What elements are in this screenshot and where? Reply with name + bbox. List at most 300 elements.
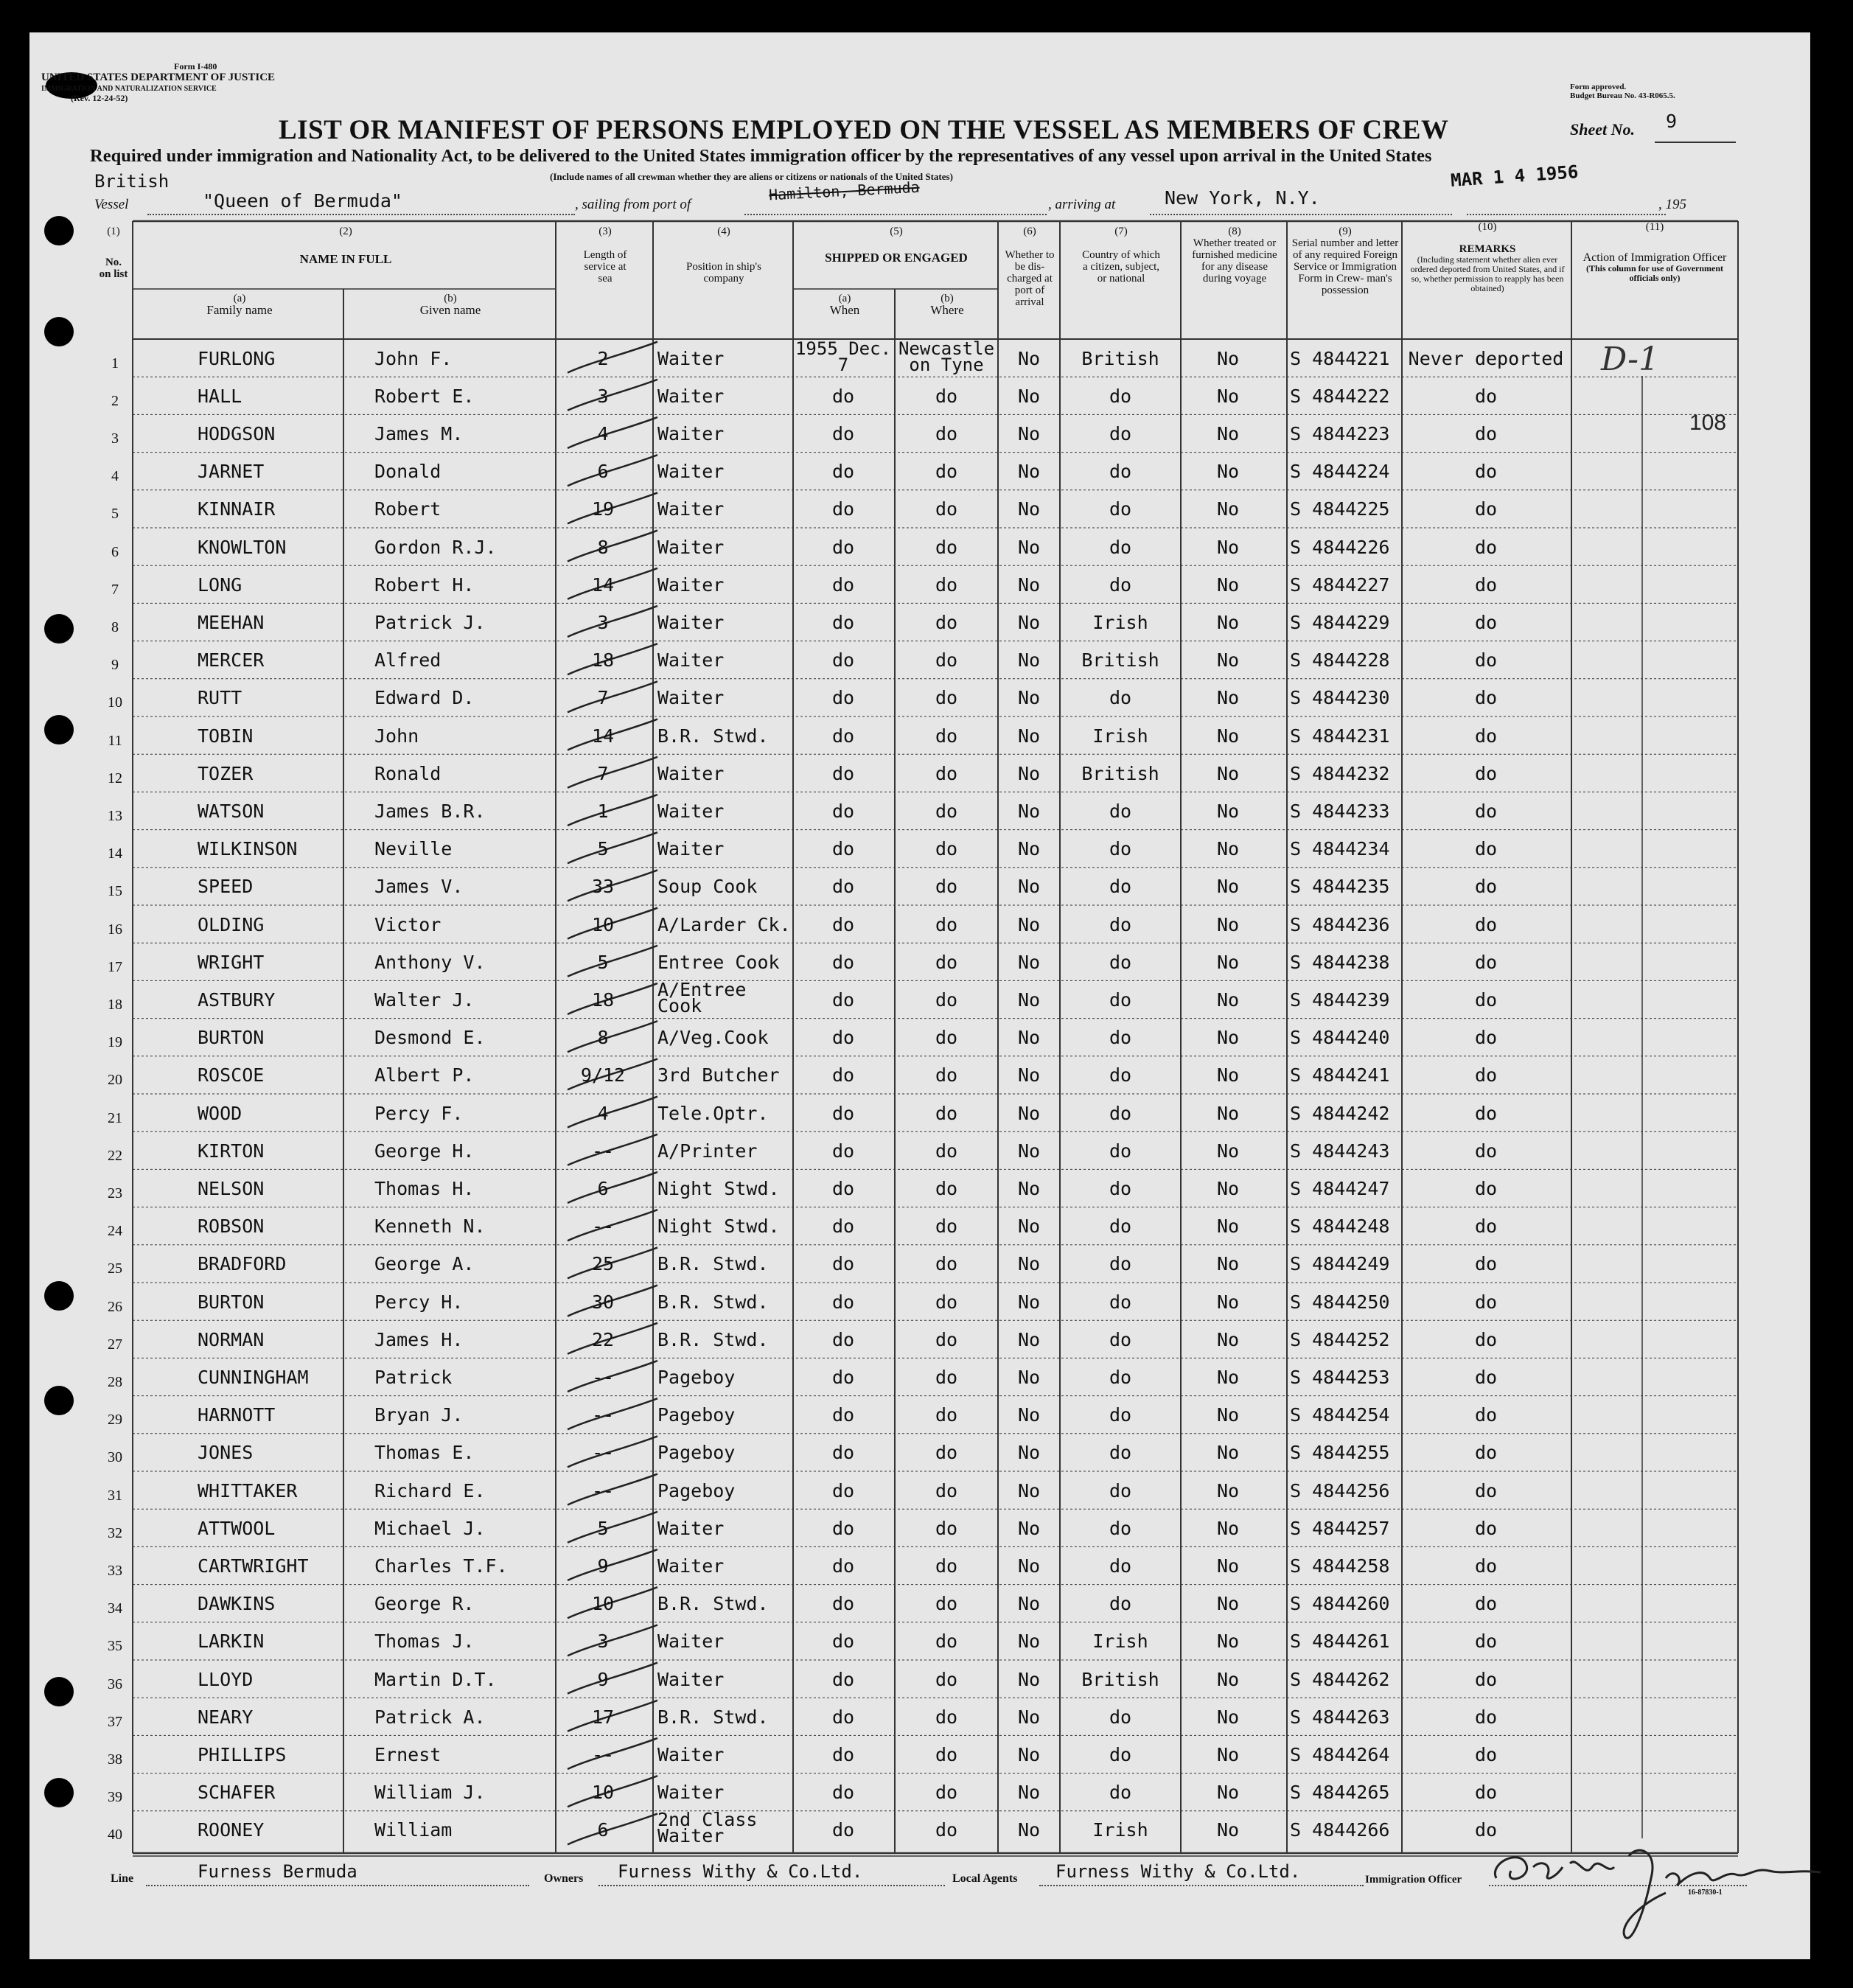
position-cell: Waiter	[657, 385, 725, 407]
shipped-where-cell: do	[935, 1555, 958, 1577]
col-when-num: (a)	[838, 293, 851, 304]
given-name-cell: George R.	[374, 1593, 475, 1615]
serial-cell: S 4844241	[1290, 1064, 1390, 1087]
country-cell: do	[1109, 1404, 1132, 1426]
check-stroke	[568, 681, 657, 712]
row-number: 12	[108, 770, 122, 787]
sheet-number: 9	[1666, 111, 1678, 132]
serial-cell: S 4844226	[1290, 536, 1390, 558]
position-cell: B.R. Stwd.	[657, 1328, 769, 1350]
col-action-label: Action of Immigration Officer	[1582, 251, 1727, 264]
country-cell: do	[1109, 1027, 1132, 1049]
shipped-where-cell: do	[935, 1819, 958, 1841]
given-name-cell: Thomas E.	[374, 1442, 475, 1464]
country-cell: British	[1081, 1668, 1159, 1690]
vessel-label: Vessel	[94, 197, 129, 212]
col-name-num: (2)	[339, 226, 352, 237]
row-number: 19	[108, 1034, 122, 1051]
position-cell: Pageboy	[657, 1404, 736, 1426]
family-name-cell: LONG	[198, 573, 242, 596]
row-number: 10	[108, 694, 122, 711]
shipped-when-cell: do	[831, 385, 855, 407]
country-cell: do	[1109, 1744, 1132, 1765]
family-name-cell: WRIGHT	[198, 951, 265, 973]
family-name-cell: LLOYD	[198, 1668, 254, 1690]
given-name-cell: Bryan J.	[374, 1404, 464, 1426]
country-cell: do	[1109, 989, 1132, 1011]
col-when-header	[795, 293, 895, 316]
treated-cell: No	[1216, 1706, 1240, 1728]
shipped-where-cell: do	[935, 838, 958, 860]
col-treated-header	[1182, 226, 1287, 285]
shipped-when-cell: do	[831, 1291, 855, 1313]
shipped-where-cell: do	[935, 1064, 958, 1087]
service-length-cell: 9/12	[580, 1064, 626, 1087]
family-name-cell: LARKIN	[198, 1630, 265, 1653]
serial-cell: S 4844258	[1290, 1555, 1390, 1577]
row-number: 29	[108, 1412, 122, 1429]
serial-cell: S 4844260	[1290, 1593, 1390, 1615]
service-length-cell: 6	[597, 1819, 609, 1841]
check-stroke	[568, 606, 657, 637]
discharged-cell: No	[1017, 687, 1041, 709]
department-name: UNITED STATES DEPARTMENT OF JUSTICE	[41, 72, 276, 83]
year-label: , 195	[1658, 197, 1686, 212]
service-length-cell: --	[591, 1216, 615, 1238]
service-length-cell: 10	[591, 1782, 615, 1804]
col-given-label: Given name	[419, 303, 481, 317]
remarks-cell: do	[1474, 498, 1498, 520]
country-cell: do	[1109, 1442, 1132, 1464]
shipped-where-cell: do	[935, 1782, 958, 1804]
given-name-cell: Charles T.F.	[374, 1555, 508, 1577]
discharged-cell: No	[1017, 1404, 1041, 1426]
country-cell: do	[1109, 838, 1132, 860]
country-cell: British	[1081, 649, 1159, 672]
col-when-label: When	[829, 303, 860, 317]
serial-cell: S 4844253	[1290, 1367, 1390, 1388]
treated-cell: No	[1216, 1442, 1240, 1464]
country-cell: Irish	[1092, 1819, 1148, 1841]
remarks-cell: do	[1474, 1479, 1498, 1502]
country-cell: do	[1109, 687, 1132, 709]
position-cell: Tele.Optr.	[657, 1102, 769, 1124]
col-name-label: NAME IN FULL	[299, 252, 392, 266]
serial-cell: S 4844227	[1290, 573, 1390, 596]
remarks-cell: do	[1474, 1291, 1498, 1313]
treated-cell: No	[1216, 913, 1240, 935]
shipped-when-cell: do	[831, 1140, 855, 1162]
check-stroke	[568, 455, 657, 486]
row-number: 25	[108, 1260, 122, 1277]
position-cell: 3rd Butcher	[657, 1064, 780, 1087]
treated-cell: No	[1216, 1630, 1240, 1653]
treated-cell: No	[1216, 1216, 1240, 1238]
remarks-cell: do	[1474, 838, 1498, 860]
given-name-cell: Donald	[374, 461, 442, 483]
position-cell: Night Stwd.	[657, 1216, 780, 1238]
col-discharged-header	[999, 226, 1060, 308]
given-name-cell: Thomas J.	[374, 1630, 475, 1653]
shipped-when-cell: do	[831, 876, 855, 898]
check-stroke	[568, 1021, 657, 1052]
shipped-where-cell: do	[935, 1291, 958, 1313]
shipped-where-cell: do	[935, 1328, 958, 1350]
country-cell: do	[1109, 1178, 1132, 1199]
row-number: 6	[111, 543, 119, 560]
country-cell: do	[1109, 1140, 1132, 1162]
treated-cell: No	[1216, 1064, 1240, 1087]
shipped-when-cell: do	[831, 1782, 855, 1804]
col-shipped-label: SHIPPED OR ENGAGED	[825, 251, 968, 265]
row-number: 1	[111, 355, 119, 372]
service-length-cell: 22	[591, 1328, 615, 1350]
form-number: Form I-480	[174, 61, 217, 72]
service-length-cell: 1	[597, 801, 609, 822]
position-cell: Waiter	[657, 1630, 725, 1653]
row-number: 15	[108, 883, 122, 900]
col-serial-num: (9)	[1339, 226, 1352, 237]
row-number: 35	[108, 1638, 122, 1655]
shipped-where-cell: do	[935, 1517, 958, 1539]
discharged-cell: No	[1017, 913, 1041, 935]
check-stroke	[568, 946, 657, 977]
row-number: 18	[108, 997, 122, 1013]
service-length-cell: 7	[597, 762, 609, 784]
arrival-port: New York, N.Y.	[1165, 187, 1320, 209]
given-name-cell: Patrick	[374, 1367, 453, 1388]
serial-cell: S 4844240	[1290, 1027, 1390, 1049]
check-stroke	[568, 1663, 657, 1694]
shipped-when-cell: do	[831, 951, 855, 973]
form-approved: Form approved.	[1570, 83, 1627, 91]
shipped-when-cell: do	[831, 423, 855, 444]
row-number: 34	[108, 1600, 122, 1617]
treated-cell: No	[1216, 1819, 1240, 1841]
given-name-cell: Neville	[374, 838, 453, 860]
remarks-cell: do	[1474, 913, 1498, 935]
given-name-cell: Walter J.	[374, 989, 475, 1011]
row-number: 2	[111, 392, 119, 409]
shipped-when-cell: do	[831, 461, 855, 483]
service-length-cell: 19	[591, 498, 615, 520]
check-stroke	[568, 342, 657, 373]
col-discharged-num: (6)	[1023, 226, 1036, 237]
remarks-cell: do	[1474, 1064, 1498, 1087]
discharged-cell: No	[1017, 461, 1041, 483]
position-cell: B.R. Stwd.	[657, 1706, 769, 1728]
country-cell: do	[1109, 1064, 1132, 1087]
col-action-num: (11)	[1645, 221, 1664, 233]
discharged-cell: No	[1017, 762, 1041, 784]
family-name-cell: DAWKINS	[198, 1593, 276, 1615]
treated-cell: No	[1216, 1367, 1240, 1388]
shipped-when-cell: do	[831, 762, 855, 784]
position-cell: Waiter	[657, 536, 725, 558]
service-length-cell: 6	[597, 461, 609, 483]
shipped-when-cell: do	[831, 989, 855, 1011]
serial-cell: S 4844250	[1290, 1291, 1390, 1313]
check-stroke	[568, 417, 657, 448]
col-remarks-label: REMARKS	[1459, 243, 1516, 255]
serial-cell: S 4844257	[1290, 1517, 1390, 1539]
col-family-num: (a)	[233, 293, 246, 304]
shipped-when-cell: do	[831, 1442, 855, 1464]
shipped-where-cell: do	[935, 423, 958, 444]
family-name-cell: KIRTON	[198, 1140, 265, 1162]
page-title: LIST OR MANIFEST OF PERSONS EMPLOYED ON THE VESSEL AS MEMBERS OF CREW	[279, 115, 1449, 145]
country-cell: do	[1109, 913, 1132, 935]
country-cell: do	[1109, 1706, 1132, 1728]
position-cell: Pageboy	[657, 1367, 736, 1388]
given-name-cell: James B.R.	[374, 801, 486, 822]
col-treated-label: Whether treated or furnished medicine for any disease during voyage	[1192, 237, 1277, 285]
service-length-cell: 14	[591, 725, 615, 747]
given-name-cell: Kenneth N.	[374, 1216, 486, 1238]
family-name-cell: CUNNINGHAM	[198, 1367, 309, 1388]
col-country-label: Country of which a citizen, subject, or national	[1082, 249, 1160, 285]
check-stroke	[568, 757, 657, 788]
remarks-cell: do	[1474, 951, 1498, 973]
position-cell: B.R. Stwd.	[657, 725, 769, 747]
given-name-cell: Percy H.	[374, 1291, 464, 1313]
discharged-cell: No	[1017, 951, 1041, 973]
remarks-cell: do	[1474, 989, 1498, 1011]
treated-cell: No	[1216, 762, 1240, 784]
given-name-cell: Martin D.T.	[374, 1668, 497, 1690]
officer-label: Immigration Officer	[1365, 1874, 1462, 1886]
row-number: 32	[108, 1524, 122, 1541]
family-name-cell: SCHAFER	[198, 1782, 276, 1804]
treated-cell: No	[1216, 1782, 1240, 1804]
treated-cell: No	[1216, 1178, 1240, 1199]
given-name-cell: Michael J.	[374, 1517, 486, 1539]
service-length-cell: --	[591, 1367, 615, 1388]
row-number: 23	[108, 1185, 122, 1201]
col-country-num: (7)	[1114, 226, 1128, 237]
serial-cell: S 4844255	[1290, 1442, 1390, 1464]
shipped-when-cell: do	[831, 1178, 855, 1199]
service-length-cell: 2	[597, 347, 609, 369]
col-remarks-num: (10)	[1478, 221, 1497, 233]
country-cell: Irish	[1092, 612, 1148, 633]
sailing-label: , sailing from port of	[575, 197, 691, 212]
shipped-when-cell: do	[831, 612, 855, 633]
given-name-cell: George A.	[374, 1253, 475, 1275]
service-length-cell: 8	[597, 536, 609, 558]
check-stroke	[568, 1097, 657, 1128]
service-length-cell: 3	[597, 385, 609, 407]
col-discharged-label: Whether to be dis- charged at port of arrival	[1005, 249, 1055, 308]
position-cell: Waiter	[657, 573, 725, 596]
country-cell: do	[1109, 423, 1132, 444]
discharged-cell: No	[1017, 1442, 1041, 1464]
treated-cell: No	[1216, 1517, 1240, 1539]
serial-cell: S 4844232	[1290, 762, 1390, 784]
family-name-cell: MERCER	[198, 649, 265, 672]
col-remarks-sub: (Including statement whether alien ever ordered deported from United States, and if so, whether permission to reapply has been obtained)	[1410, 254, 1565, 293]
family-name-cell: FURLONG	[198, 347, 276, 369]
serial-cell: S 4844252	[1290, 1328, 1390, 1350]
shipped-where-cell: do	[935, 461, 958, 483]
discharged-cell: No	[1017, 1102, 1041, 1124]
remarks-cell: Never deported	[1408, 347, 1564, 369]
discharged-cell: No	[1017, 1027, 1041, 1049]
serial-cell: S 4844256	[1290, 1479, 1390, 1502]
remarks-cell: do	[1474, 801, 1498, 822]
family-name-cell: TOBIN	[198, 725, 254, 747]
treated-cell: No	[1216, 687, 1240, 709]
country-cell: do	[1109, 876, 1132, 898]
position-cell: A/Larder Ck.	[657, 913, 791, 935]
family-name-cell: SPEED	[198, 876, 254, 898]
country-cell: Irish	[1092, 725, 1148, 747]
row-number: 22	[108, 1147, 122, 1164]
position-cell: Waiter	[657, 838, 725, 860]
row-number: 9	[111, 657, 119, 674]
family-name-cell: ROSCOE	[198, 1064, 265, 1087]
remarks-cell: do	[1474, 536, 1498, 558]
remarks-cell: do	[1474, 762, 1498, 784]
remarks-cell: do	[1474, 876, 1498, 898]
sailing-port: Hamilton, Bermuda	[768, 178, 921, 204]
shipped-when-cell: do	[831, 1027, 855, 1049]
serial-cell: S 4844223	[1290, 423, 1390, 444]
revision: (Rev. 12-24-52)	[71, 93, 128, 103]
given-name-cell: Anthony V.	[374, 951, 486, 973]
discharged-cell: No	[1017, 1178, 1041, 1199]
shipped-where-cell: do	[935, 1630, 958, 1653]
shipped-where-cell: do	[935, 573, 958, 596]
row-number: 21	[108, 1109, 122, 1126]
remarks-cell: do	[1474, 1782, 1498, 1804]
country-cell: do	[1109, 1367, 1132, 1388]
service-length-cell: 4	[597, 1102, 609, 1124]
treated-cell: No	[1216, 989, 1240, 1011]
service-length-cell: --	[591, 1479, 615, 1502]
position-cell: Waiter	[657, 1517, 725, 1539]
discharged-cell: No	[1017, 725, 1041, 747]
shipped-when-cell: do	[831, 1668, 855, 1690]
shipped-where-cell: do	[935, 536, 958, 558]
given-name-cell: Alfred	[374, 649, 442, 672]
row-number: 33	[108, 1563, 122, 1579]
position-cell: Waiter	[657, 498, 725, 520]
shipped-when-cell: do	[831, 1630, 855, 1653]
discharged-cell: No	[1017, 347, 1041, 369]
col-position-label: Position in ship's company	[686, 261, 761, 285]
country-cell: do	[1109, 536, 1132, 558]
treated-cell: No	[1216, 612, 1240, 633]
family-name-cell: ROONEY	[198, 1819, 265, 1841]
position-cell: Waiter	[657, 612, 725, 633]
position-cell: Waiter	[657, 423, 725, 444]
position-cell: Waiter	[657, 1782, 725, 1804]
remarks-cell: do	[1474, 461, 1498, 483]
family-name-cell: ATTWOOL	[198, 1517, 276, 1539]
col-serial-header	[1288, 226, 1402, 296]
shipped-when-cell: 1955 Dec. 7	[795, 338, 892, 375]
service-length-cell: 17	[591, 1706, 615, 1728]
check-stroke	[568, 1172, 657, 1203]
service-length-cell: 7	[597, 687, 609, 709]
check-stroke	[568, 1549, 657, 1580]
date-stamp: MAR 1 4 1956	[1450, 161, 1580, 192]
row-number: 4	[111, 468, 119, 485]
remarks-cell: do	[1474, 1593, 1498, 1615]
vessel-name: "Queen of Bermuda"	[203, 190, 402, 212]
discharged-cell: No	[1017, 1744, 1041, 1765]
family-name-cell: HARNOTT	[198, 1404, 276, 1426]
col-no-header	[94, 226, 133, 280]
line-value: Furness Bermuda	[198, 1861, 357, 1882]
remarks-cell: do	[1474, 1442, 1498, 1464]
given-name-cell: Robert E.	[374, 385, 475, 407]
col-position-num: (4)	[717, 226, 730, 237]
treated-cell: No	[1216, 1479, 1240, 1502]
service-length-cell: 3	[597, 612, 609, 633]
family-name-cell: BRADFORD	[198, 1253, 287, 1275]
family-name-cell: RUTT	[198, 687, 242, 709]
serial-cell: S 4844254	[1290, 1404, 1390, 1426]
shipped-where-cell: do	[935, 1442, 958, 1464]
check-stroke	[568, 1625, 657, 1656]
check-stroke	[568, 380, 657, 411]
discharged-cell: No	[1017, 876, 1041, 898]
service-length-cell: 33	[591, 876, 615, 898]
position-cell: Waiter	[657, 649, 725, 672]
discharged-cell: No	[1017, 1291, 1041, 1313]
serial-cell: S 4844228	[1290, 649, 1390, 672]
row-number: 31	[108, 1487, 122, 1504]
shipped-where-cell: do	[935, 1102, 958, 1124]
position-cell: A/Printer	[657, 1140, 758, 1162]
serial-cell: S 4844266	[1290, 1819, 1390, 1841]
country-cell: do	[1109, 1479, 1132, 1502]
remarks-cell: do	[1474, 1102, 1498, 1124]
family-name-cell: WOOD	[198, 1102, 242, 1124]
family-name-cell: WILKINSON	[198, 838, 298, 860]
remarks-cell: do	[1474, 385, 1498, 407]
treated-cell: No	[1216, 1593, 1240, 1615]
officer-signature	[1482, 1834, 1828, 1952]
serial-cell: S 4844224	[1290, 461, 1390, 483]
country-cell: do	[1109, 385, 1132, 407]
check-stroke	[568, 531, 657, 562]
agents-underline	[1039, 1885, 1364, 1886]
serial-cell: S 4844235	[1290, 876, 1390, 898]
remarks-cell: do	[1474, 687, 1498, 709]
treated-cell: No	[1216, 1027, 1240, 1049]
serial-cell: S 4844239	[1290, 989, 1390, 1011]
remarks-cell: do	[1474, 573, 1498, 596]
shipped-where-cell: do	[935, 1253, 958, 1275]
row-number: 26	[108, 1298, 122, 1315]
shipped-when-cell: do	[831, 725, 855, 747]
service-length-cell: 4	[597, 423, 609, 444]
discharged-cell: No	[1017, 536, 1041, 558]
owners-label: Owners	[544, 1872, 584, 1885]
discharged-cell: No	[1017, 1593, 1041, 1615]
shipped-where-cell: do	[935, 989, 958, 1011]
service-length-cell: 8	[597, 1027, 609, 1049]
position-cell: Entree Cook	[657, 951, 780, 973]
service-length-cell: 14	[591, 573, 615, 596]
given-name-cell: Patrick J.	[374, 612, 486, 633]
discharged-cell: No	[1017, 385, 1041, 407]
given-name-cell: James H.	[374, 1328, 464, 1350]
family-name-cell: ASTBURY	[198, 989, 276, 1011]
